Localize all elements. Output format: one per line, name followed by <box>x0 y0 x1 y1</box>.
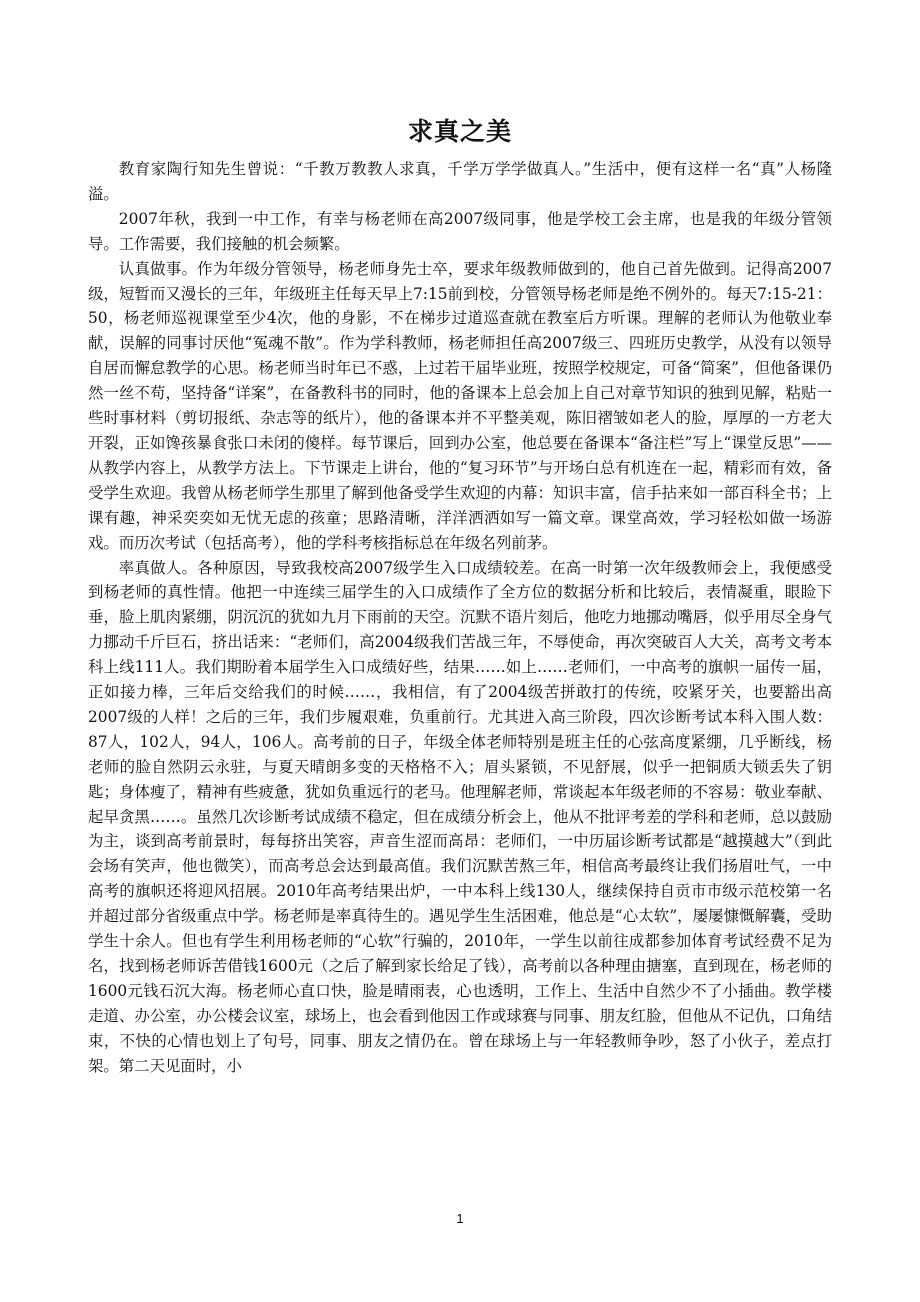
paragraph-sincere-person: 率真做人。各种原因，导致我校高2007级学生入口成绩较差。在高一时第一次年级教师会上，我便感受到杨老师的真性情。他把一中连续三届学生的入口成绩作了全方位的数据分析和比较后，表情凝重，眼睑下垂，脸上肌肉紧绷，阴沉沉的犹如九月下雨前的天空。沉默不语片刻后，他吃力地挪动嘴唇，似乎用尽全身气力挪动千斤巨石，挤出话来：“老师们，高2004级我们苦战三年，不辱使命，再次突破百人大关，高考文考本科上线111人。我们期盼着本届学生入口成绩好些，结果……如上……老师们，一中高考的旗帜一届传一届，正如接力棒，三年后交给我们的时候……，我相信，有了2004级苦拼敢打的传统，咬紧牙关，也要豁出高2007级的人样！之后的三年，我们步履艰难，负重前行。尤其进入高三阶段，四次诊断考试本科入围人数：87人，102人，94人，106人。高考前的日子，年级全体老师特别是班主任的心弦高度紧绷，几乎断线，杨老师的脸自然阴云永驻，与夏天晴朗多变的天格格不入；眉头紧锁，不见舒展，似乎一把铜质大锁丢失了钥匙；身体瘦了，精神有些疲惫，犹如负重远行的老马。他理解老师，常谈起本年级老师的不容易：敬业奉献、起早贪黑……。虽然几次诊断考试成绩不稳定，但在成绩分析会上，他从不批评考差的学科和老师，总以鼓励为主，谈到高考前景时，每每挤出笑容，声音生涩而高昂：老师们，一中历届诊断考试都是“越摸越大”（到此会场有笑声，他也微笑），而高考总会达到最高值。我们沉默苦熬三年，相信高考最终让我们扬眉吐气，一中高考的旗帜还将迎风招展。2010年高考结果出炉，一中本科上线130人，继续保持自贡市市级示范校第一名并超过部分省级重点中学。杨老师是率真待生的。遇见学生生活困难，他总是“心太软”，屡屡慷慨解囊，受助学生十余人。但也有学生利用杨老师的“心软”行骗的，2010年，一学生以前往成都参加体育考试经费不足为名，找到杨老师诉苦借钱1600元（之后了解到家长给足了钱），高考前以各种理由搪塞，直到现在，杨老师的1600元钱石沉大海。杨老师心直口快，脸是晴雨表，心也透明，工作上、生活中自然少不了小插曲。教学楼走道、办公室，办公楼会议室，球场上，也会看到他因工作或球赛与同事、朋友红脸，但他从不记仇，口角结束，不快的心情也划上了句号，同事、朋友之情仍在。曾在球场上与一年轻教师争吵，怒了小伙子，差点打架。第二天见面时，小 <box>88 558 832 1075</box>
paragraph-intro: 教育家陶行知先生曾说：“千教万教教人求真，千学万学学做真人。”生活中，便有这样一名“真”人杨隆溢。 <box>88 160 832 203</box>
paragraph-background: 2007年秋，我到一中工作，有幸与杨老师在高2007级同事，他是学校工会主席，也是我的年级分管领导。工作需要，我们接触的机会频繁。 <box>88 209 832 253</box>
document-title: 求真之美 <box>407 117 512 146</box>
paragraph-serious-work: 认真做事。作为年级分管领导，杨老师身先士卒，要求年级教师做到的，他自己首先做到。记得高2007级，短暂而又漫长的三年，年级班主任每天早上7:15前到校，分管领导杨老师是绝不例外的。每天7:15-21：50，杨老师巡视课堂至少4次，他的身影，不在梯步过道巡查就在教室后方听课。理解的老师认为他敬业奉献，误解的同事讨厌他“冤魂不散”。作为学科教师，杨老师担任高2007级三、四班历史教学，从没有以领导自居而懈怠教学的心思。杨老师当时年已不惑，上过若干届毕业班，按照学校规定，可备“简案”，但他备课仍然一丝不苟，坚持备“详案”，在备教科书的同时，他的备课本上总会加上自己对章节知识的独到见解，粘贴一些时事材料（剪切报纸、杂志等的纸片），他的备课本并不平整美观，陈旧褶皱如老人的脸，厚厚的一方老大开裂，正如馋孩暴食张口未闭的傻样。每节课后，回到办公室，他总要在备课本“备注栏”写上“课堂反思”——从教学内容上，从教学方法上。下节课走上讲台，他的“复习环节”与开场白总有机连在一起，精彩而有效，备受学生欢迎。我曾从杨老师学生那里了解到他备受学生欢迎的内幕：知识丰富，信手拈来如一部百科全书；上课有趣，神采奕奕如无忧无虑的孩童；思路清晰，洋洋洒洒如写一篇文章。课堂高效，学习轻松如做一场游戏。而历次考试（包括高考），他的学科考核指标总在年级名列前茅。 <box>88 259 832 552</box>
page-number: 1 <box>456 1211 464 1226</box>
document-body <box>88 157 832 1079</box>
